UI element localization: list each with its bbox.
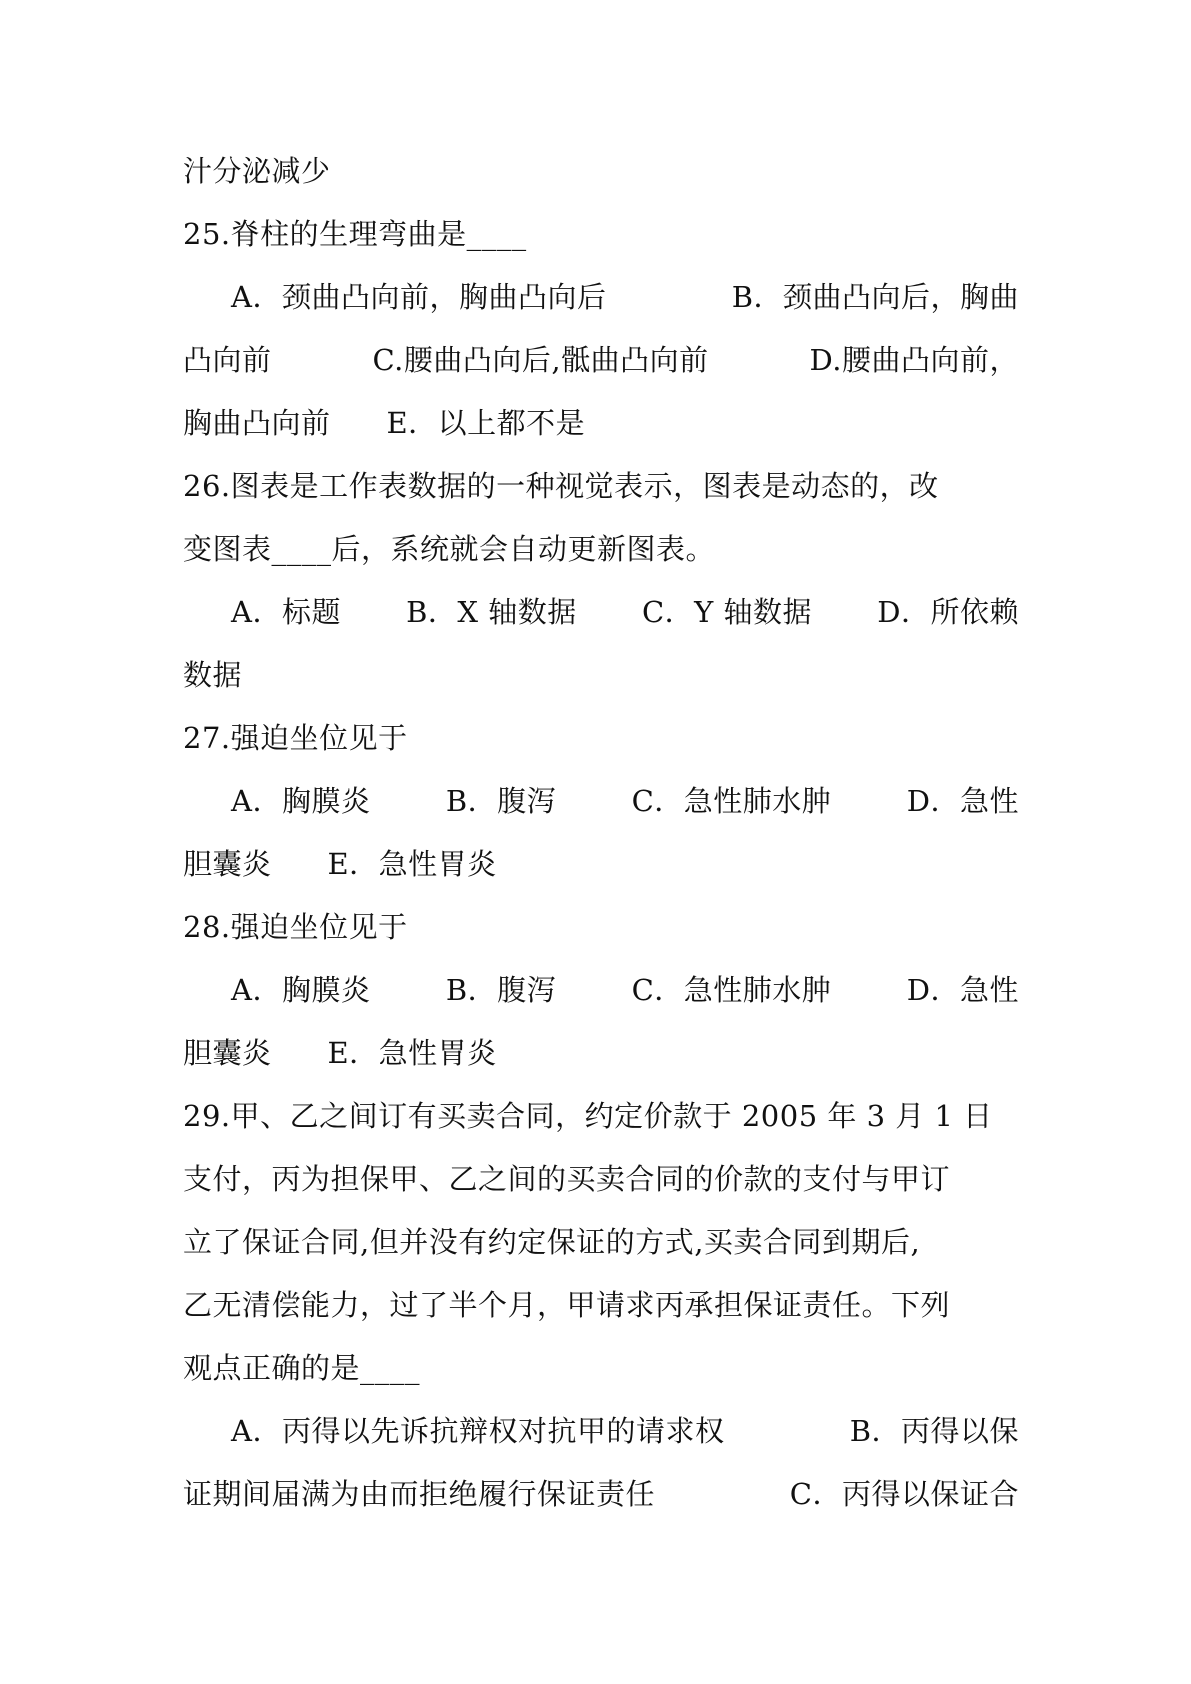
text-segment: 支付，丙为担保甲、乙之间的买卖合同的价款的支付与甲订 xyxy=(183,1162,951,1196)
text-segment: D．急性 xyxy=(906,973,1019,1007)
text-segment: 证期间届满为由而拒绝履行保证责任 xyxy=(183,1477,656,1511)
text-segment: A．胸膜炎 xyxy=(231,784,371,818)
text-segment: 26.图表是工作表数据的一种视觉表示，图表是动态的，改 xyxy=(183,469,939,503)
text-line xyxy=(183,1463,1019,1526)
text-line xyxy=(183,266,1019,329)
text-segment: 胆囊炎 xyxy=(183,847,272,881)
text-line xyxy=(183,959,1019,1022)
text-segment: 观点正确的是____ xyxy=(183,1351,421,1385)
text-segment: E．急性胃炎 xyxy=(327,1036,497,1070)
text-line xyxy=(183,518,1019,581)
text-segment: D.腰曲凸向前， xyxy=(809,343,1019,377)
text-segment: 27.强迫坐位见于 xyxy=(183,721,408,755)
text-segment: B．丙得以保 xyxy=(849,1414,1019,1448)
text-line xyxy=(183,1085,1019,1148)
text-line xyxy=(183,644,1019,707)
text-segment: 汁分泌减少 xyxy=(183,154,331,188)
text-line xyxy=(183,1022,1019,1085)
text-segment: B．X 轴数据 xyxy=(406,595,577,629)
text-segment: C．急性肺水肿 xyxy=(631,784,832,818)
text-segment: 29.甲、乙之间订有买卖合同，约定价款于 2005 年 3 月 1 日 xyxy=(183,1099,993,1133)
text-segment: A．胸膜炎 xyxy=(231,973,371,1007)
text-segment: C.腰曲凸向后,骶曲凸向前 xyxy=(372,343,709,377)
text-segment: 变图表____后，系统就会自动更新图表。 xyxy=(183,532,716,566)
text-segment: B．腹泻 xyxy=(445,973,557,1007)
text-segment: E．以上都不是 xyxy=(386,406,586,440)
text-line xyxy=(183,203,1019,266)
text-segment: 立了保证合同,但并没有约定保证的方式,买卖合同到期后, xyxy=(183,1225,921,1259)
text-line xyxy=(183,329,1019,392)
text-segment: B．腹泻 xyxy=(445,784,557,818)
text-segment: A．颈曲凸向前，胸曲凸向后 xyxy=(231,280,607,314)
text-segment: 28.强迫坐位见于 xyxy=(183,910,408,944)
text-segment: 凸向前 xyxy=(183,343,272,377)
text-line xyxy=(183,392,1019,455)
text-segment: C．急性肺水肿 xyxy=(631,973,832,1007)
text-segment: D．所依赖 xyxy=(877,595,1019,629)
text-segment: B．颈曲凸向后，胸曲 xyxy=(731,280,1019,314)
text-segment: C．丙得以保证合 xyxy=(789,1477,1019,1511)
text-line xyxy=(183,1211,1019,1274)
text-line xyxy=(183,896,1019,959)
text-segment: A．标题 xyxy=(231,595,341,629)
text-line xyxy=(183,1148,1019,1211)
text-line xyxy=(183,833,1019,896)
text-line xyxy=(183,1337,1019,1400)
text-line xyxy=(183,1400,1019,1463)
text-segment: 乙无清偿能力，过了半个月，甲请求丙承担保证责任。下列 xyxy=(183,1288,951,1322)
text-segment: 胆囊炎 xyxy=(183,1036,272,1070)
text-line xyxy=(183,581,1019,644)
text-segment: C．Y 轴数据 xyxy=(641,595,813,629)
document-body xyxy=(183,140,1019,1526)
text-line xyxy=(183,707,1019,770)
text-line xyxy=(183,140,1019,203)
text-segment: 胸曲凸向前 xyxy=(183,406,331,440)
text-line xyxy=(183,1274,1019,1337)
text-line xyxy=(183,455,1019,518)
text-segment: 25.脊柱的生理弯曲是____ xyxy=(183,217,527,251)
text-line xyxy=(183,770,1019,833)
text-segment: A．丙得以先诉抗辩权对抗甲的请求权 xyxy=(231,1414,725,1448)
text-segment: E．急性胃炎 xyxy=(327,847,497,881)
text-segment: D．急性 xyxy=(906,784,1019,818)
text-segment: 数据 xyxy=(183,658,243,692)
